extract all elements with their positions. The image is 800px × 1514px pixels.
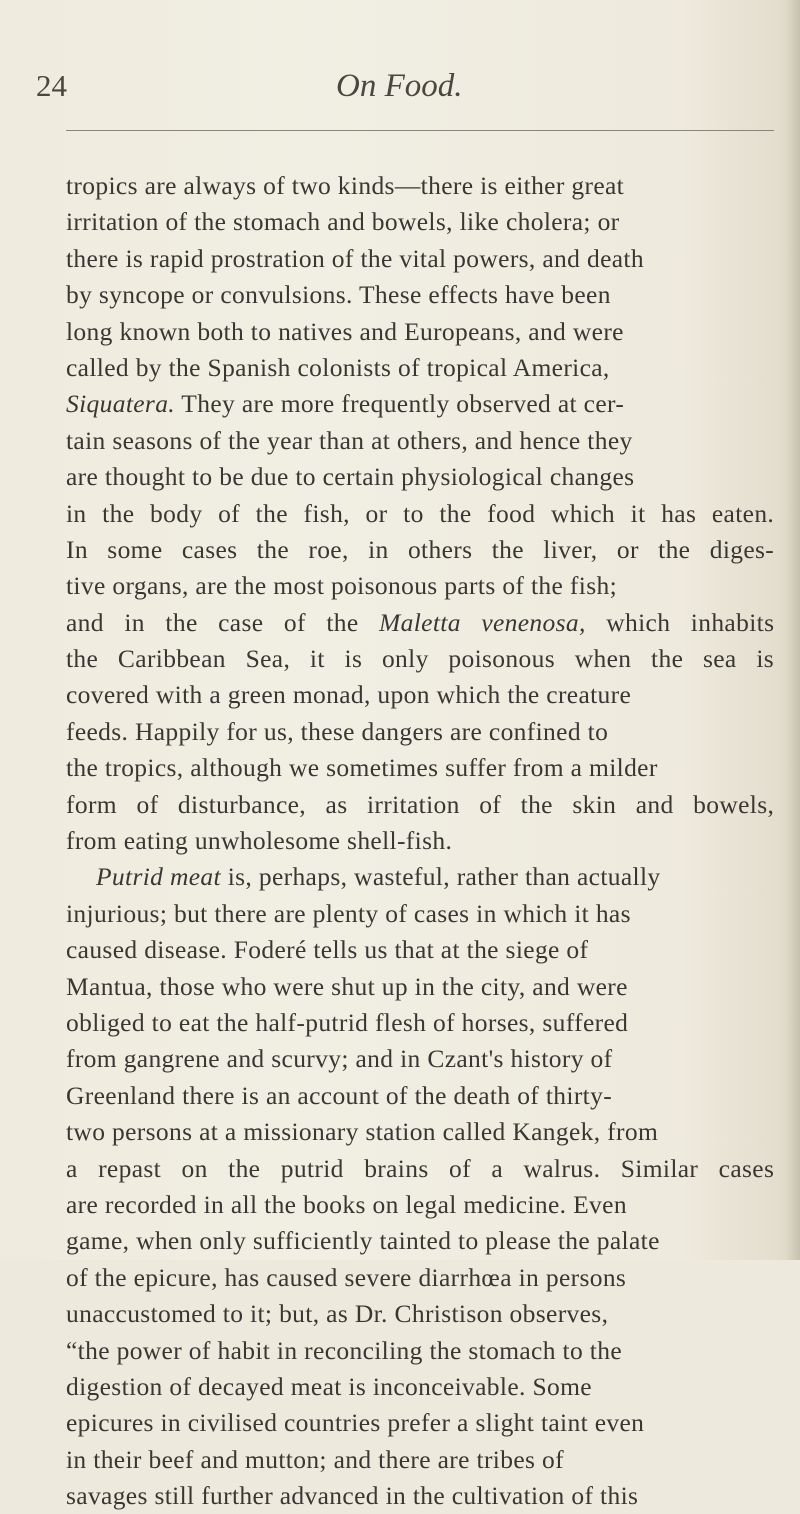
text-line <box>66 969 786 1005</box>
text-segment: Greenland there is an account of the death of thirty- <box>66 1080 613 1110</box>
text-segment: called by the Spanish colonists of tropical America, <box>66 352 610 382</box>
text-line <box>66 1296 786 1332</box>
text-line <box>66 314 786 350</box>
text-line <box>66 168 786 204</box>
text-segment: irritation of the stomach and bowels, like cholera; or <box>66 207 620 237</box>
page-header <box>0 66 800 106</box>
text-segment: savages still further advanced in the cultivation of this <box>66 1481 639 1511</box>
text-line <box>66 932 786 968</box>
running-title: On Food. <box>336 68 463 104</box>
text-line <box>66 823 786 859</box>
page-number: 24 <box>36 68 67 103</box>
text-segment: and in the case of the <box>66 607 380 637</box>
text-line <box>66 277 786 313</box>
text-segment: from gangrene and scurvy; and in Czant's history of <box>66 1044 613 1074</box>
text-segment: tropics are always of two kinds—there is either great <box>66 171 625 200</box>
italic-text-segment: Siquatera. <box>66 389 176 419</box>
text-segment: epicures in civilised countries prefer a slight taint even <box>66 1408 645 1438</box>
text-segment: in their beef and mutton; and there are tribes of <box>66 1444 564 1474</box>
page-edge-shadow <box>786 0 800 1260</box>
text-line <box>66 1151 786 1187</box>
text-segment: unaccustomed to it; but, as Dr. Christison observes, <box>66 1299 609 1329</box>
text-segment: “the power of habit in reconciling the stomach to the <box>66 1335 623 1365</box>
text-segment: in the body of the fish, or to the food which it has eaten. <box>66 498 775 528</box>
text-segment: Mantua, those who were shut up in the city, and were <box>66 971 628 1001</box>
text-segment: obliged to eat the half-putrid flesh of horses, suffered <box>66 1007 629 1037</box>
text-segment: from eating unwholesome shell-fish. <box>66 826 453 856</box>
text-segment: is, perhaps, wasteful, rather than actually <box>220 862 661 892</box>
text-line <box>66 1041 786 1077</box>
text-line <box>66 459 786 495</box>
text-segment: there is rapid prostration of the vital powers, and death <box>66 243 644 273</box>
text-line <box>66 714 786 750</box>
text-segment: two persons at a missionary station called Kangek, from <box>66 1117 659 1147</box>
text-line <box>66 1405 786 1441</box>
text-segment: injurious; but there are plenty of cases in which it has <box>66 898 631 928</box>
text-segment: of the epicure, has caused severe diarrhœa in persons <box>66 1262 627 1292</box>
italic-text-segment: Maletta venenosa, <box>379 607 586 637</box>
text-line <box>66 350 786 386</box>
text-segment: covered with a green monad, upon which the creature <box>66 680 632 710</box>
header-rule <box>66 130 774 131</box>
text-segment: the tropics, although we sometimes suffer from a milder <box>66 753 658 783</box>
text-line <box>66 204 786 240</box>
text-line <box>66 641 786 677</box>
text-line <box>66 605 786 641</box>
text-line <box>66 386 786 422</box>
text-line <box>66 677 786 713</box>
text-segment: They are more frequently observed at cer- <box>175 389 625 419</box>
text-segment: form of disturbance, as irritation of the skin and bowels, <box>66 789 775 819</box>
text-segment: by syncope or convulsions. These effects have been <box>66 280 611 310</box>
text-line <box>66 1223 786 1259</box>
text-line <box>66 496 786 532</box>
body-text <box>66 168 786 1514</box>
text-line <box>66 896 786 932</box>
text-line <box>66 859 786 895</box>
text-line <box>66 241 786 277</box>
text-segment: digestion of decayed meat is inconceivable. Some <box>66 1371 592 1401</box>
text-segment: caused disease. Foderé tells us that at the siege of <box>66 935 589 965</box>
text-line <box>66 1078 786 1114</box>
text-segment: game, when only sufficiently tainted to please the palate <box>66 1226 660 1256</box>
text-segment: a repast on the putrid brains of a walrus. Similar cases <box>66 1153 775 1183</box>
text-segment: are thought to be due to certain physiological changes <box>66 462 635 492</box>
italic-text-segment: Putrid meat <box>96 862 221 892</box>
text-line <box>66 1369 786 1405</box>
text-segment: are recorded in all the books on legal medicine. Even <box>66 1189 627 1219</box>
text-line <box>66 568 786 604</box>
text-line <box>66 750 786 786</box>
text-line <box>66 1187 786 1223</box>
text-segment: which inhabits <box>585 607 775 637</box>
text-line <box>66 1260 786 1296</box>
text-line <box>66 1442 786 1478</box>
text-segment: long known both to natives and Europeans, and were <box>66 316 624 346</box>
text-line <box>66 787 786 823</box>
text-line <box>66 423 786 459</box>
text-segment: tive organs, are the most poisonous parts of the fish; <box>66 571 618 601</box>
text-line <box>66 1478 786 1514</box>
text-line <box>66 1333 786 1369</box>
text-segment: In some cases the roe, in others the liver, or the diges- <box>66 534 775 564</box>
text-line <box>66 532 786 568</box>
text-segment: the Caribbean Sea, it is only poisonous when the sea is <box>66 644 775 674</box>
text-segment: tain seasons of the year than at others, and hence they <box>66 425 633 455</box>
text-line <box>66 1005 786 1041</box>
text-segment: feeds. Happily for us, these dangers are confined to <box>66 716 609 746</box>
text-line <box>66 1114 786 1150</box>
